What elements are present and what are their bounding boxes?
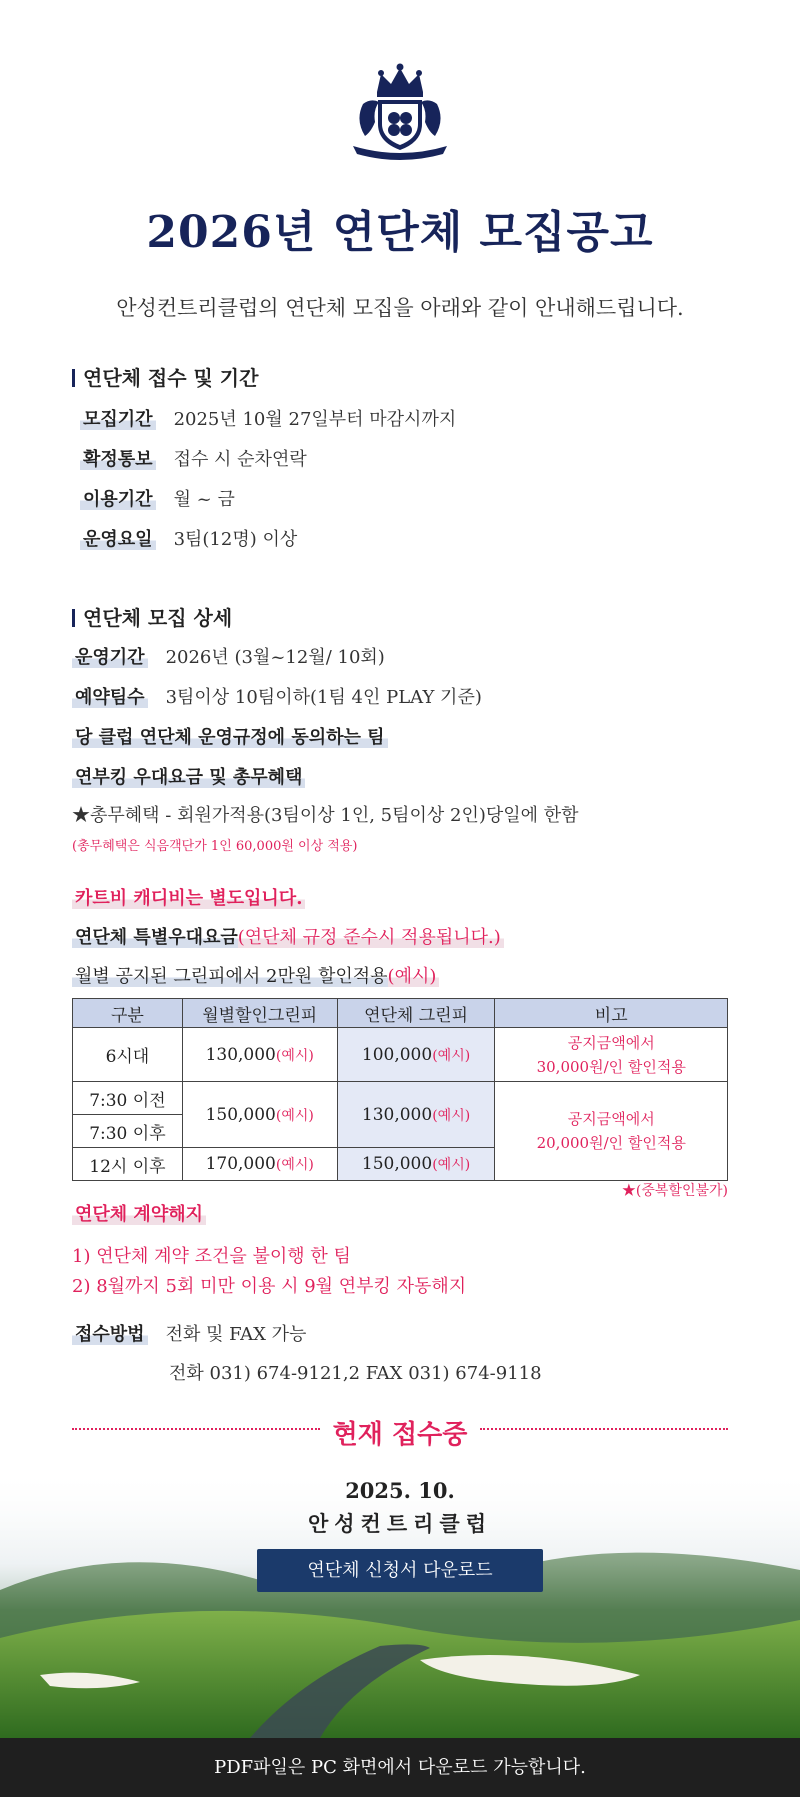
section-heading-registration	[72, 362, 258, 391]
table-row	[73, 1028, 728, 1082]
row-value: 전화 및 FAX 가능	[165, 1324, 307, 1345]
row-label: 운영요일	[80, 529, 156, 550]
row-label: 이용기간	[80, 489, 156, 510]
footer-notice: PDF파일은 PC 화면에서 다운로드 가능합니다.	[0, 1738, 800, 1797]
apply-method-row	[72, 1320, 306, 1346]
operation-period-row	[72, 643, 385, 669]
contact-numbers: 전화 031) 674-9121,2 FAX 031) 674-9118	[169, 1363, 542, 1384]
fee-value: 150,000	[205, 1104, 276, 1125]
special-rate-note: (연단체 규정 준수시 적용됩니다.)	[238, 927, 504, 948]
group-fee-cell	[337, 1082, 495, 1148]
benefit-note: (총무혜택은 식음객단가 1인 60,000원 이상 적용)	[72, 839, 358, 854]
row-value: 2026년 (3월~12월/ 10회)	[165, 647, 385, 668]
note-line: 20,000원/인 할인적용	[536, 1134, 686, 1152]
rule-agreement-row	[72, 723, 388, 749]
heading-text: 연단체 접수 및 기간	[83, 366, 259, 390]
example-tag: (예시)	[432, 1047, 471, 1064]
rule-text: 당 클럽 연단체 운영규정에 동의하는 팀	[72, 727, 388, 748]
table-header-row	[73, 999, 728, 1028]
page-title: 2026년 연단체 모집공고	[146, 207, 654, 258]
monthly-fee-cell	[182, 1028, 337, 1082]
termination-item-1: 1) 연단체 계약 조건을 불이행 한 팀	[72, 1246, 351, 1267]
fee-value: 170,000	[205, 1154, 276, 1174]
cart-fee-text: 카트비 캐디비는 별도입니다.	[72, 888, 305, 909]
monthly-fee-cell	[182, 1082, 337, 1148]
special-rate-row	[72, 923, 504, 949]
fee-table	[72, 998, 728, 1181]
rule-benefit-row	[72, 763, 305, 789]
row-label: 운영기간	[72, 647, 148, 668]
example-tag: (예시)	[275, 1047, 314, 1064]
fee-value: 130,000	[205, 1044, 276, 1065]
row-label: 접수방법	[72, 1324, 148, 1345]
group-fee-cell	[337, 1148, 495, 1181]
download-application-button[interactable]: 연단체 신청서 다운로드	[257, 1549, 543, 1592]
heading-bar	[72, 369, 75, 387]
special-rate-label: 연단체 특별우대요금	[72, 927, 238, 948]
status-banner	[72, 1414, 728, 1450]
reservation-teams-row	[72, 683, 482, 709]
row-label: 모집기간	[80, 409, 156, 430]
monthly-discount-text: 월별 공지된 그린피에서 2만원 할인적용	[72, 966, 388, 987]
fee-value: 130,000	[361, 1104, 433, 1125]
monthly-discount-row	[72, 962, 439, 988]
fee-value: 150,000	[361, 1154, 433, 1174]
note-line: 30,000원/인 할인적용	[536, 1057, 686, 1076]
monthly-fee-cell	[182, 1148, 337, 1181]
cart-fee-row	[72, 884, 305, 910]
row-value: 3팀이상 10팀이하(1팀 4인 PLAY 기준)	[165, 687, 482, 708]
note-cell	[495, 1028, 728, 1082]
time-cell: 7:30 이후	[73, 1115, 183, 1148]
row-label: 예약팀수	[72, 687, 148, 708]
club-crest-logo	[345, 62, 455, 162]
recruit-period-row	[80, 405, 456, 431]
no-duplicate-discount-note: ★(중복할인불가)	[621, 1183, 728, 1199]
header-note: 비고	[495, 999, 728, 1028]
example-tag: (예시)	[432, 1107, 471, 1124]
termination-heading-row	[72, 1200, 206, 1226]
row-value: 접수 시 순차연락	[173, 449, 307, 470]
example-tag: (예시)	[432, 1157, 471, 1173]
time-cell: 7:30 이전	[73, 1082, 183, 1115]
fee-value: 100,000	[361, 1044, 433, 1065]
operating-days-row	[80, 525, 297, 551]
header-group-fee: 연단체 그린피	[337, 999, 495, 1028]
intro-text: 안성컨트리클럽의 연단체 모집을 아래와 같이 안내해드립니다.	[116, 296, 684, 320]
usage-period-row	[80, 485, 235, 511]
confirm-notice-row	[80, 445, 307, 471]
termination-heading: 연단체 계약해지	[72, 1204, 206, 1225]
heading-text: 연단체 모집 상세	[83, 606, 233, 630]
example-tag: (예시)	[388, 966, 440, 987]
example-tag: (예시)	[275, 1107, 314, 1124]
example-tag: (예시)	[275, 1157, 314, 1173]
heading-bar	[72, 609, 75, 627]
table-row	[73, 1082, 728, 1115]
announcement-date: 2025. 10.	[345, 1478, 455, 1503]
time-cell: 12시 이후	[73, 1148, 183, 1181]
row-value: 2025년 10월 27일부터 마감시까지	[173, 409, 457, 430]
row-label: 확정통보	[80, 449, 156, 470]
status-text: 현재 접수중	[332, 1420, 468, 1450]
termination-item-2: 2) 8월까지 5회 미만 이용 시 9월 연부킹 자동해지	[72, 1276, 467, 1297]
note-cell	[495, 1082, 728, 1181]
row-value: 3팀(12명) 이상	[173, 529, 298, 550]
rule-text: 연부킹 우대요금 및 총무혜택	[72, 767, 305, 788]
club-name: 안성컨트리클럽	[307, 1511, 492, 1536]
manager-benefit-text: ★총무혜택 - 회원가적용(3팀이상 1인, 5팀이상 2인)당일에 한함	[72, 805, 579, 826]
header-category: 구분	[73, 999, 183, 1028]
header-monthly-fee: 월별할인그린피	[182, 999, 337, 1028]
note-line: 공지금액에서	[567, 1033, 655, 1052]
time-cell: 6시대	[73, 1028, 183, 1082]
note-line: 공지금액에서	[567, 1110, 655, 1128]
section-heading-details	[72, 602, 232, 631]
group-fee-cell	[337, 1028, 495, 1082]
row-value: 월 ~ 금	[173, 489, 235, 510]
